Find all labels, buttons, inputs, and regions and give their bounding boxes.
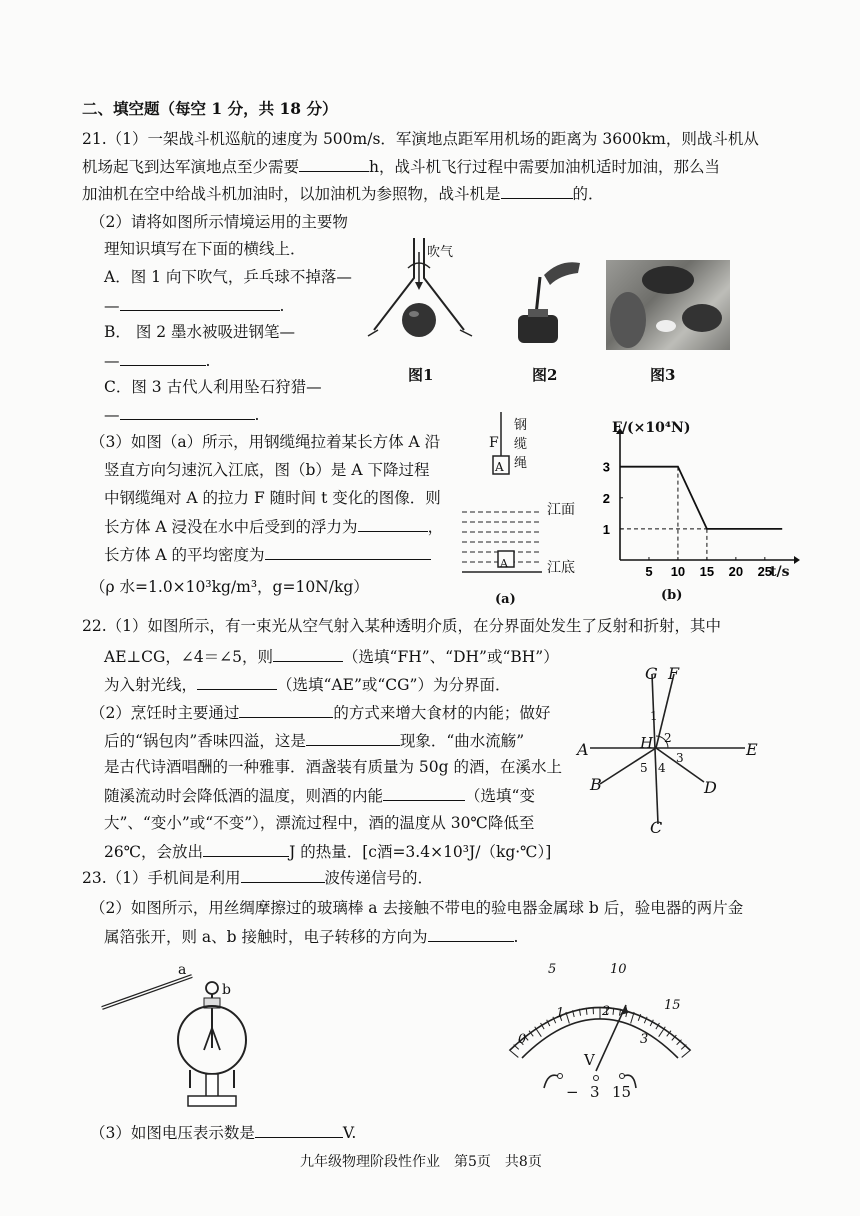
answer-blank[interactable] — [428, 926, 514, 942]
diag-H: H — [640, 734, 654, 752]
terminal-minus: − — [566, 1083, 579, 1101]
diag-F: F — [668, 664, 680, 683]
q21-p3-line4 — [104, 516, 443, 537]
q21-p3-line5 — [104, 544, 431, 565]
terminal-3: 3 — [590, 1083, 600, 1101]
q22-p2-line5: 大”、“变小”或“不变”），漂流过程中，酒的温度从 30℃降低至 — [104, 814, 535, 832]
q22-text: 现象．“曲水流觞” — [399, 732, 525, 750]
dial-tick — [682, 1050, 691, 1058]
dash: — — [104, 352, 120, 370]
dial-top-5: 5 — [548, 962, 557, 977]
fig3-caption: 图3 — [650, 366, 676, 384]
q21-p3-constants: （ρ 水=1.0×10³kg/m³，g=10N/kg） — [90, 578, 369, 596]
answer-blank[interactable] — [273, 646, 343, 662]
q22-text: 26℃，会放出 — [104, 843, 204, 861]
figure-3-scene — [606, 260, 730, 350]
q23-text: V. — [342, 1124, 357, 1142]
diag-angle-4: 4 — [658, 761, 666, 775]
q22-p2-line6 — [104, 841, 551, 862]
q22-p2-line2 — [104, 730, 524, 751]
q21-p1-text: 的． — [572, 185, 604, 203]
q22-text: 随溪流动时会降低酒的温度，则酒的内能 — [104, 787, 384, 805]
q21-p1-line3 — [82, 183, 604, 204]
electroscope-figure — [100, 958, 280, 1118]
q22-text: 为入射光线， — [104, 676, 198, 694]
dial-top-15: 15 — [664, 998, 681, 1013]
dial-bottom-2: 2 — [602, 1004, 611, 1019]
dial-top-10: 10 — [610, 962, 627, 977]
answer-blank[interactable] — [120, 350, 206, 366]
fig-a-caption: (a) — [495, 592, 516, 607]
answer-blank[interactable] — [383, 785, 465, 801]
q21-p1-line1: 21.（1）一架战斗机巡航的速度为 500m/s．军演地点距军用机场的距离为 3600km，则战斗机从 — [82, 130, 759, 148]
label-a: a — [178, 962, 187, 978]
period: . — [205, 352, 211, 370]
q21-p2-line1: （2）请将如图所示情境运用的主要物 — [90, 213, 348, 231]
answer-blank[interactable] — [358, 516, 428, 532]
terminal-15: 15 — [612, 1083, 632, 1101]
chart-ylabel: F/(×10⁴N) — [612, 420, 691, 436]
fig-a-block-sunk: A — [500, 557, 508, 570]
fig2-caption: 图2 — [532, 366, 558, 384]
q22-p2-line3: 是古代诗酒唱酬的一种雅事．酒盏装有质量为 50g 的酒，在溪水上 — [104, 758, 563, 776]
dial-tick — [509, 1050, 518, 1058]
q22-p1-line3 — [104, 674, 510, 695]
chart-axes — [616, 428, 800, 564]
fig1-blow-label: 吹气 — [427, 245, 454, 260]
q21-p2-A: A．图 1 向下吹气，乒乓球不掉落— — [104, 268, 352, 286]
fig-a-rope-2: 缆 — [514, 437, 528, 452]
q21-p3-text: ， — [427, 518, 444, 536]
diag-angle-2: 2 — [664, 731, 672, 745]
chart-ticks — [603, 460, 772, 579]
q21-p2-C: C．图 3 古代人利用坠石狩猎— — [104, 378, 322, 396]
chart-y-tick-label: 1 — [602, 521, 610, 537]
figure-1-funnel — [368, 238, 478, 358]
figure-b-chart — [590, 420, 800, 590]
dash: — — [104, 297, 120, 315]
light-ray-diagram — [570, 664, 770, 844]
voltmeter-terminals — [540, 1066, 640, 1096]
q21-p2-B-answer — [104, 350, 210, 371]
q22-p2-line1 — [90, 702, 550, 723]
answer-blank[interactable] — [241, 867, 325, 883]
diag-angle-1: 1 — [650, 709, 658, 723]
q21-p3-text: 长方体 A 的平均密度为 — [104, 546, 265, 564]
chart-x-tick-label: 10 — [670, 564, 686, 579]
answer-blank[interactable] — [255, 1122, 343, 1138]
chart-x-arrow — [794, 556, 800, 564]
q21-p1-line2 — [82, 156, 720, 177]
q23-p2-line1: （2）如图所示，用丝绸摩擦过的玻璃棒 a 去接触不带电的验电器金属球 b 后，验电器的两片金 — [90, 899, 744, 917]
chart-series-line — [620, 467, 782, 529]
answer-blank[interactable] — [120, 404, 255, 420]
dial-bottom-3: 3 — [640, 1032, 649, 1047]
dial-bottom-1: 1 — [556, 1006, 565, 1021]
q23-p3 — [90, 1122, 356, 1143]
period: . — [279, 297, 285, 315]
diag-B: B — [590, 775, 602, 794]
diag-angle-3: 3 — [676, 751, 684, 765]
fig-a-rope-1: 钢 — [514, 418, 528, 433]
answer-blank[interactable] — [501, 183, 573, 199]
diag-A: A — [577, 740, 589, 759]
chart-x-tick-label: 25 — [757, 564, 773, 579]
q21-p3-line1: （3）如图（a）所示，用钢缆绳拉着某长方体 A 沿 — [90, 433, 441, 451]
diag-angle-5: 5 — [640, 761, 648, 775]
q22-text: （选填“FH”、“DH”或“BH”） — [343, 648, 559, 666]
q22-text: （2）烹饪时主要通过 — [90, 704, 240, 722]
chart-caption: (b) — [661, 588, 683, 603]
q21-p2-C-answer — [104, 404, 259, 425]
q22-text: 的方式来增大食材的内能；做好 — [333, 704, 551, 722]
fig-a-bottom: 江底 — [547, 560, 575, 576]
chart-x-tick-label: 5 — [645, 564, 653, 579]
q23-text: 属箔张开，则 a、b 接触时，电子转移的方向为 — [104, 928, 428, 946]
diag-G: G — [645, 664, 658, 683]
q21-p3-line3: 中钢缆绳对 A 的拉力 F 随时间 t 变化的图像．则 — [104, 489, 441, 507]
fig-a-F: F — [489, 435, 499, 451]
answer-blank[interactable] — [197, 674, 277, 690]
answer-blank[interactable] — [299, 156, 369, 172]
answer-blank[interactable] — [239, 702, 333, 718]
q22-p1-line2 — [104, 646, 559, 667]
chart-xlabel: t/s — [770, 564, 790, 580]
chart-guides — [620, 467, 707, 560]
q21-p2-line2: 理知识填写在下面的横线上． — [104, 240, 306, 258]
q22-p1-line1: 22.（1）如图所示，有一束光从空气射入某种透明介质，在分界面处发生了反射和折射，其中 — [82, 617, 722, 635]
q22-p2-line4 — [104, 785, 535, 806]
q21-p3-line2: 竖直方向匀速沉入江底，图（b）是 A 下降过程 — [104, 461, 430, 479]
q22-text: AE⊥CG，∠4＝∠5，则 — [104, 648, 274, 666]
q22-text: J 的热量．[c酒=3.4×10³J/（kg·℃）] — [289, 843, 552, 861]
answer-blank[interactable] — [306, 730, 400, 746]
diag-D: D — [704, 778, 717, 797]
q22-text: 后的“锅包肉”香味四溢，这是 — [104, 732, 306, 750]
chart-y-tick-label: 3 — [602, 459, 610, 475]
q21-p2-A-answer — [104, 295, 284, 316]
answer-blank[interactable] — [120, 295, 280, 311]
q23-p2-line2 — [104, 926, 518, 947]
q22-text: （选填“变 — [465, 787, 535, 805]
q21-p1-text: 加油机在空中给战斗机加油时，以加油机为参照物，战斗机是 — [82, 185, 501, 203]
q21-p2-B: B． 图 2 墨水被吸进钢笔— — [104, 323, 296, 341]
chart-y-tick-label: 2 — [602, 490, 610, 506]
q23-text: 波传递信号的． — [324, 869, 434, 887]
period: . — [254, 406, 260, 424]
label-b: b — [222, 982, 231, 998]
dial-bottom-0: 0 — [518, 1032, 527, 1047]
fig-a-rope-3: 绳 — [514, 456, 528, 471]
answer-blank[interactable] — [203, 841, 289, 857]
chart-x-tick-label: 20 — [728, 564, 744, 579]
q23-text: . — [513, 928, 519, 946]
figure-3-photo — [606, 260, 730, 350]
diag-C: C — [650, 818, 663, 837]
page-footer: 九年级物理阶段性作业 第5页 共8页 — [300, 1154, 542, 1170]
chart-x-tick-label: 15 — [699, 564, 715, 579]
q22-text: （选填“AE”或“CG”）为分界面． — [277, 676, 511, 694]
q23-text: （3）如图电压表示数是 — [90, 1124, 255, 1142]
diag-E: E — [746, 740, 758, 759]
figure-2-pen-ink — [510, 255, 580, 355]
voltmeter-V: V — [584, 1051, 595, 1069]
q23-p1 — [82, 867, 433, 888]
q21-p3-text: 长方体 A 浸没在水中后受到的浮力为 — [104, 518, 358, 536]
chart-series — [620, 467, 782, 529]
answer-blank[interactable] — [265, 544, 431, 560]
q23-text: 23.（1）手机间是利用 — [82, 869, 241, 887]
fig-a-block: A — [495, 460, 504, 474]
section-title: 二、填空题（每空 1 分，共 18 分） — [82, 99, 338, 118]
fig-a-surface: 江面 — [547, 502, 575, 518]
q21-p1-text: h，战斗机飞行过程中需要加油机适时加油，那么当 — [369, 158, 720, 176]
fig1-caption: 图1 — [408, 366, 434, 384]
q21-p1-text: 机场起飞到达军演地点至少需要 — [82, 158, 300, 176]
dash: — — [104, 406, 120, 424]
